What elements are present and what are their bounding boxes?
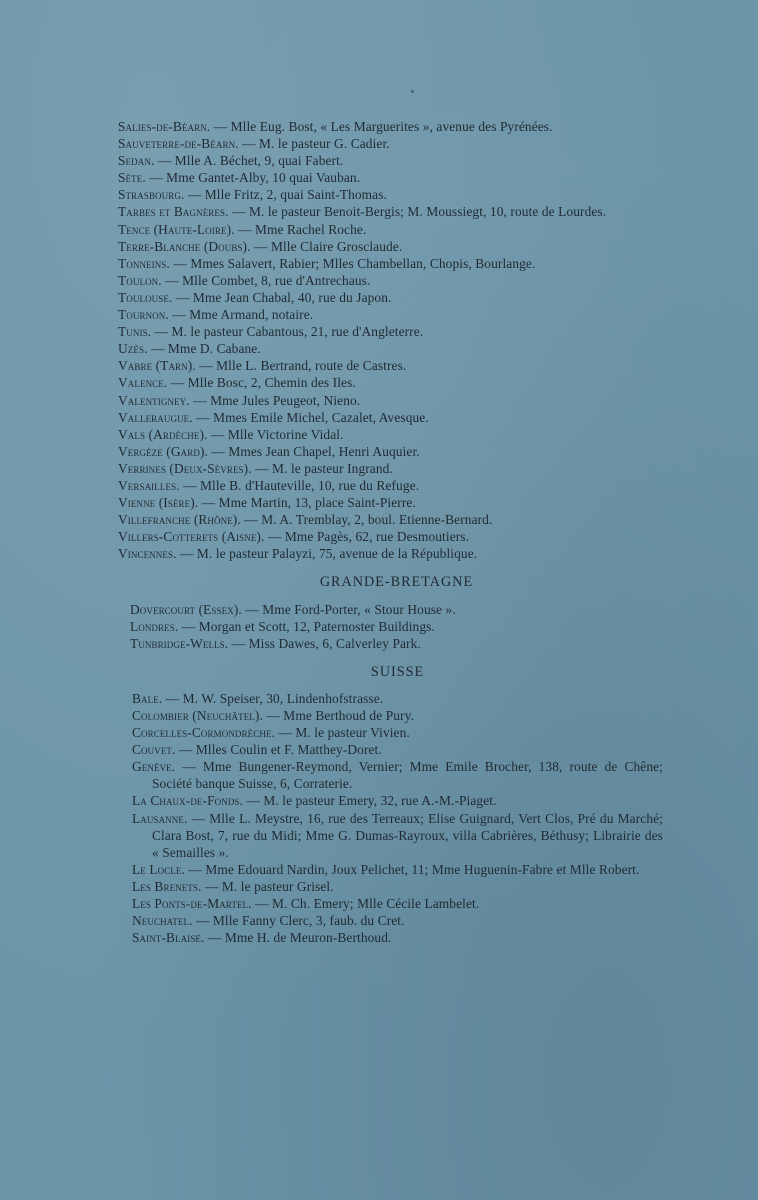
entry-text: — Mme Jules Peugeot, Nieno. [189,392,361,408]
entry-text: — Mme Martin, 13, place Saint-Pierre. [198,495,416,511]
entry-text: — M. le pasteur Emery, 32, rue A.-M.-Piaget. [242,793,497,809]
place-name: Saint-Blaise. [132,930,205,946]
place-name: Londres. [130,618,179,634]
place-name: Vienne (Isère). [118,495,199,511]
place-name: Vergèze (Gard). [118,443,208,459]
section-heading: SUISSE [370,663,425,680]
list-item [118,511,663,528]
list-item [132,878,663,895]
list-item [118,221,663,238]
place-name: Versailles. [118,477,180,493]
list-item [132,810,663,861]
grande-bretagne-section [130,574,663,651]
entry-text: — Mlles Coulin et F. Matthey-Doret. [175,742,382,758]
place-name: Toulon. [118,272,162,288]
place-name: Villefranche (Rhône). [118,512,241,528]
place-name: Sète. [118,170,146,186]
list-item [118,135,663,152]
entry-text: — M. le pasteur G. Cadier. [238,136,390,152]
suisse-section [132,664,663,947]
place-name: Salies-de-Béarn. [118,119,211,134]
list-item [118,460,663,477]
place-name: Valleraugue. [118,409,193,425]
list-item [118,477,663,494]
place-name: Villers-Cotterets (Aisne). [118,529,265,545]
place-name: Genève. [132,759,176,775]
entry-text: — M. le pasteur Grisel. [201,878,334,894]
list-item [130,618,663,635]
entry-text: — Mme Gantet-Alby, 10 quai Vauban. [145,170,361,186]
entry-text: — Mme D. Cabane. [147,341,261,357]
list-item [118,528,663,545]
list-item [118,426,663,443]
place-name: Bale. [132,690,163,706]
entry-text: — Mlle B. d'Hauteville, 10, rue du Refuge. [179,477,420,493]
place-name: Lausanne. [132,810,188,826]
place-name: Terre-Blanche (Doubs). [118,238,251,254]
list-item [118,255,663,272]
list-item [132,690,663,707]
place-name: Verrines (Deux-Sèvres). [118,460,252,476]
entry-text: — M. Ch. Emery; Mlle Cécile Lambelet. [251,896,480,912]
place-name: Tunbridge-Wells. [130,635,229,651]
entry-text: — Mme Berthoud de Pury. [262,708,414,723]
place-name: Valentigney. [118,392,190,408]
entry-text: — Mlle Fanny Clerc, 3, faub. du Cret. [192,913,405,929]
place-name: Sauveterre-de-Béarn. [118,136,239,152]
list-item [118,186,663,203]
list-item [132,929,663,946]
place-name: Strasbourg. [118,187,185,203]
entry-text: — Mlle Victorine Vidal. [207,426,344,442]
list-item [118,392,663,409]
list-item [130,601,663,618]
list-item [132,758,663,792]
document-page [118,118,663,946]
entry-text: — Morgan et Scott, 12, Paternoster Buildings. [178,618,435,634]
list-item [118,306,663,323]
entry-text: — Mme Rachel Roche. [234,221,367,237]
place-name: Dovercourt (Essex). [130,601,242,617]
entry-text: — Mlle Fritz, 2, quai Saint-Thomas. [184,187,387,203]
list-item [118,545,663,562]
entry-text: — M. le pasteur Cabantous, 21, rue d'Angleterre. [151,324,424,340]
list-item [118,494,663,511]
list-item [132,792,663,809]
entry-text: — Mme Bungener-Reymond, Vernier; Mme Emile Brocher, 138, route de Chêne; Société banque Suisse, 6, Corraterie. [152,759,663,792]
entry-text: — Mme Edouard Nardin, Joux Pelichet, 11; Mme Huguenin-Fabre et Mlle Robert. [184,861,640,877]
place-name: Toulouse. [118,289,173,305]
list-item [118,289,663,306]
entry-text: — Mlle L. Meystre, 16, rue des Terreaux; Elise Guignard, Vert Clos, Pré du Marché; Clara Bost, 7, rue du Midi; Mme G. Dumas-Rayroux, villa Cabrières, Béthusy; Librairie des « Semailles ». [152,810,663,860]
list-item [118,152,663,169]
list-item [132,724,663,741]
ink-speck [411,90,414,93]
entry-text: — Mlle Claire Grosclaude. [250,238,403,254]
entry-text: — M. A. Tremblay, 2, boul. Etienne-Bernard. [240,512,493,528]
place-name: Le Locle. [132,861,185,877]
entry-text: — Mmes Emile Michel, Cazalet, Avesque. [192,409,429,425]
list-item [118,409,663,426]
place-name: Uzès. [118,341,148,357]
place-name: Tonneins. [118,255,170,271]
list-item [118,340,663,357]
entry-text: — M. le pasteur Ingrand. [251,460,393,476]
place-name: Tarbes et Bagnères. [118,204,229,220]
place-name: Vincennes. [118,546,177,562]
entry-text: — Mmes Salavert, Rabier; Mlles Chambellan, Chopis, Bourlange. [169,255,536,271]
list-item [118,203,663,220]
list-item [132,912,663,929]
list-item [118,443,663,460]
entry-text: — Miss Dawes, 6, Calverley Park. [228,635,421,651]
place-name: Vals (Ardèche). [118,426,208,442]
list-item [118,374,663,391]
list-item [118,357,663,374]
entry-text: — Mmes Jean Chapel, Henri Auquier. [207,443,420,459]
entry-text: — M. le pasteur Vivien. [274,725,410,741]
place-name: Colombier (Neuchâtel). [132,708,263,723]
place-name: Corcelles-Cormondrèche. [132,725,275,741]
list-item [130,635,663,652]
entry-text: — Mme H. de Meuron-Berthoud. [204,930,392,946]
list-item [132,861,663,878]
place-name: Sedan. [118,153,155,169]
list-item [118,272,663,289]
entry-text: — Mme Ford-Porter, « Stour House ». [241,601,456,617]
list-item [132,707,663,724]
entry-text: — Mlle L. Bertrand, route de Castres. [195,358,407,374]
entry-text: — M. le pasteur Benoit-Bergis; M. Moussiegt, 10, route de Lourdes. [228,204,607,220]
list-item [118,118,663,135]
list-item [132,895,663,912]
place-name: Tournon. [118,307,169,323]
place-name: Les Ponts-de-Martel. [132,896,252,912]
list-item [132,741,663,758]
entry-text: — Mlle Bosc, 2, Chemin des Iles. [167,375,356,391]
list-item [118,323,663,340]
place-name: Vabre (Tarn). [118,358,196,374]
place-name: La Chaux-de-Fonds. [132,793,243,809]
place-name: Couvet. [132,742,176,758]
entry-text: — Mme Armand, notaire. [168,307,314,323]
entry-text: — Mme Pagès, 62, rue Desmoutiers. [264,529,470,545]
place-name: Neuchatel. [132,913,193,929]
section-heading: GRANDE-BRETAGNE [319,574,474,591]
place-name: Tunis. [118,324,152,340]
place-name: Valence. [118,375,168,391]
list-item [118,238,663,255]
entry-text: — Mlle Combet, 8, rue d'Antrechaus. [161,272,371,288]
entry-text: — M. le pasteur Palayzi, 75, avenue de la République. [176,546,478,562]
entry-text: — M. W. Speiser, 30, Lindenhofstrasse. [162,690,384,706]
place-name: Tence (Haute-Loire). [118,221,235,237]
place-name: Les Brenets. [132,878,202,894]
entry-text: — Mlle A. Béchet, 9, quai Fabert. [154,153,344,169]
entry-text: — Mlle Eug. Bost, « Les Marguerites », avenue des Pyrénées. [210,119,553,134]
list-item [118,169,663,186]
entry-text: — Mme Jean Chabal, 40, rue du Japon. [172,289,392,305]
france-list [118,118,663,562]
